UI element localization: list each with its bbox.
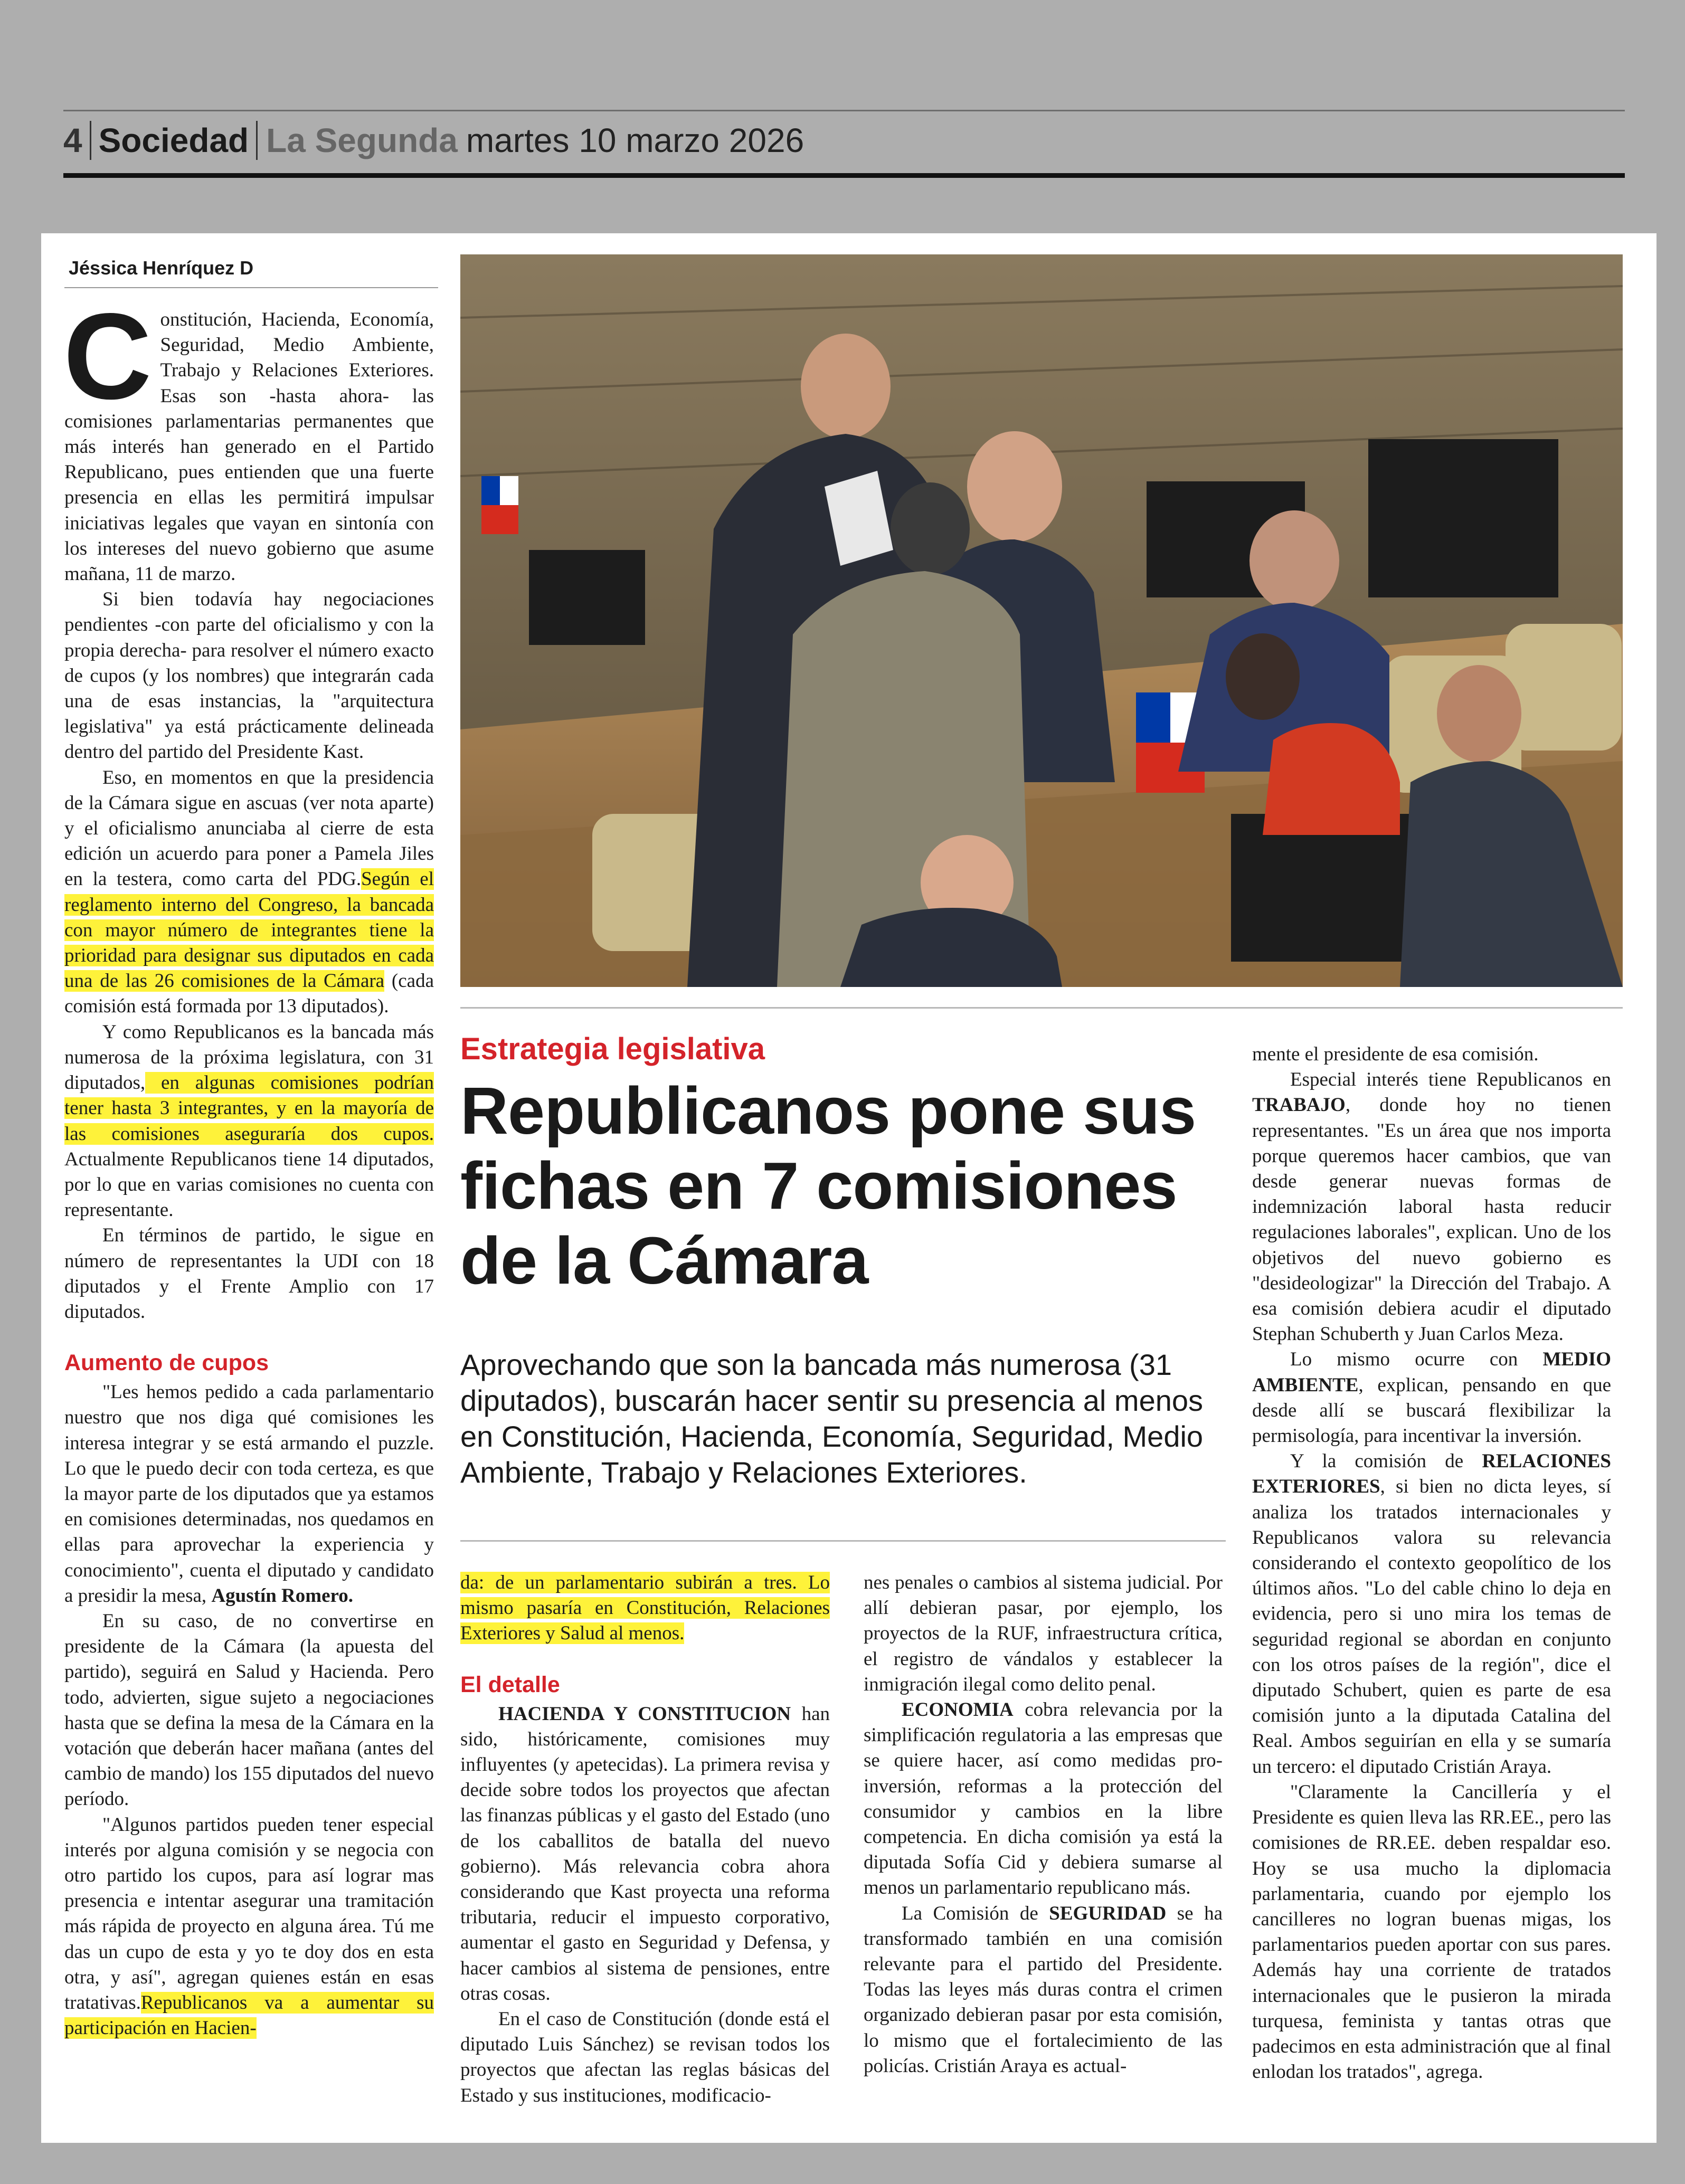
bold-keyword: HACIENDA Y CONSTITUCION (498, 1703, 791, 1725)
paragraph (64, 1380, 434, 1609)
paragraph: Si bien todavía hay negociaciones pendientes -con parte del oficialismo y con la propia derecha- para resolver el número exacto de cupos (y los nombres) que integrarán cada una de esas instancias, la "arquitectura legislativa" ya está prácticamente delineada dentro del partido del Presidente Kast. (64, 588, 434, 763)
bold-keyword: TRABAJO (1252, 1094, 1346, 1116)
article-column-3 (864, 1570, 1223, 2079)
bold-keyword: RELACIONES EXTERIORES (1252, 1450, 1611, 1498)
bold-keyword: MEDIO AMBIENTE (1252, 1349, 1611, 1396)
page-number: 4 (63, 121, 82, 159)
paragraph (864, 1697, 1223, 1901)
masthead (63, 115, 804, 166)
text-run: Lo mismo ocurre con (1290, 1349, 1543, 1371)
paragraph: En términos de partido, le sigue en número de representantes la UDI con 18 diputados y el Frente Amplio con 17 diputados. (64, 1224, 434, 1323)
highlighted-text: Republicanos va a aumentar su participación en Hacien- (64, 1992, 434, 2039)
masthead-bottom-rule (63, 173, 1625, 178)
lead-paragraph (63, 288, 434, 587)
text-run: "Les hemos pedido a cada parlamentario nuestro que nos diga qué comisiones les interesa integrar y se está armando el puzzle. Lo que le puedo decir con toda certeza, es que la mayor parte de los diputados que ya estamos en comisiones determinadas, nos quedamos en ellas para aprovechar la experiencia y conocimiento", cuenta el diputado y candidato a presidir la mesa, (64, 1381, 434, 1607)
paragraph (64, 1020, 434, 1223)
article-column-4 (1252, 1042, 1611, 2085)
lead-text: onstitución, Hacienda, Economía, Seguridad, Medio Ambiente, Trabajo y Relaciones Exteriores. Esas son -hasta ahora- las comisiones parlamentarias permanentes que más interés han generado en el Partido Republicano, pues entienden que una fuerte presencia en ellas les permitirá impulsar iniciativas legales que vayan en sintonía con los intereses del nuevo gobierno que asume mañana, 11 de marzo. (64, 309, 434, 585)
text-run: Eso, en momentos en que la presidencia de la Cámara sigue en ascuas (ver nota aparte) y el oficialismo anunciaba al cierre de esta edición un acuerdo para poner a Pamela Jiles en la testera, como carta del PDG. (64, 766, 434, 890)
text-run: (cada comisión está formada por 13 diputados). (64, 970, 434, 1018)
photo-bottom-rule (460, 1007, 1623, 1009)
bold-name: Agustín Romero. (211, 1584, 354, 1607)
photo-illustration (460, 254, 1623, 987)
byline: Jéssica Henríquez D (69, 257, 254, 279)
text-run: , explican, pensando en que desde allí se buscará flexibilizar la permisología, para incentivar la inversión. (1252, 1374, 1611, 1447)
text-run: , donde hoy no tienen representantes. "Es un área que nos importa porque queremos hacer cambios, que van desde generar nuevas formas de indemnización laboral hasta reducir regulaciones laborales", explican. Uno de los objetivos del nuevo gobierno es "desideologizar" la Dirección del Trabajo. A esa comisión debiera acudir el diputado Stephan Schuberth y Juan Carlos Meza. (1252, 1094, 1611, 1345)
paragraph: mente el presidente de esa comisión. (1252, 1043, 1539, 1065)
text-run: han sido, históricamente, comisiones muy influyentes (y apetecidas). La primera revisa y decide sobre todos los proyectos que afectan las finanzas públicas y el gasto del Estado (uno de los caballitos de batalla del nuevo gobierno). Más relevancia cobra ahora considerando que Kast proyecta una reforma tributaria, reducir el impuesto corporativo, aumentar el gasto en Seguridad y Defensa, y hacer cambios al sistema de pensiones, entre otras cosas. (460, 1703, 830, 2005)
paragraph (64, 765, 434, 1020)
kicker: Estrategia legislativa (460, 1032, 765, 1066)
paragraph (864, 1901, 1223, 2079)
deck: Aprovechando que son la bancada más numerosa (31 diputados), buscarán hacer sentir su presencia al menos en Constitución, Hacienda, Economía, Seguridad, Medio Ambiente, Trabajo y Relaciones Exteriores. (460, 1348, 1204, 1489)
subheading-el-detalle: El detalle (460, 1672, 560, 1697)
text-run: cobra relevancia por la simplificación regulatoria a las empresas que se quiere hacer, así como medidas pro-inversión, reformas a la protección del consumidor y cambios en la libre competencia. En dicha comisión ya está la diputada Sofía Cid y debiera sumarse al menos un parlamentario republicano más. (864, 1699, 1223, 1899)
text-run: La Comisión de (902, 1902, 1049, 1924)
text-run: se ha transformado también en una comisión relevante para el partido del Presidente. Todas las leyes más duras contra el crimen organizado debieran pasar por esta comisión, lo mismo que el fortalecimiento de las policías. Cristián Araya es actual- (864, 1902, 1223, 2077)
paragraph (1252, 1067, 1611, 1347)
text-run: Especial interés tiene Republicanos en (1290, 1069, 1611, 1091)
text-run: "Algunos partidos pueden tener especial interés por alguna comisión y se negocia con otro partido los cupos, para así lograr mas presencia e intentar asegurar una tramitación más rápida de proyecto en alguna área. Tú me das un cupo de esta y yo te doy dos en esta otra, y así", agregan quienes están en esas tratativas. (64, 1813, 434, 2014)
paragraph: En su caso, de no convertirse en presidente de la Cámara (la apuesta del partido), seguirá en Salud y Hacienda. Pero todo, advierten, sigue sujeto a negociaciones hasta que se defina la mesa de la Cámara en la votación que deberán hacer mañana (antes del cambio de mando) los 155 diputados del nuevo período. (64, 1610, 434, 1810)
issue-date: martes 10 marzo 2026 (466, 121, 804, 159)
section-name: Sociedad (90, 121, 258, 160)
paragraph (1252, 1449, 1611, 1780)
article-column-1 (63, 288, 434, 2041)
paragraph (460, 1702, 830, 2007)
paragraph (64, 1812, 434, 2041)
paragraph: En el caso de Constitución (donde está el diputado Luis Sánchez) se revisan todos los proyectos que afectan las reglas básicas del Estado y sus instituciones, modificacio- (460, 2008, 830, 2106)
article-column-2 (460, 1570, 830, 2109)
newspaper-name: La Segunda (266, 121, 458, 159)
text-run: Actualmente Republicanos tiene 14 diputados, por lo que en varias comisiones no cuenta con representante. (64, 1148, 434, 1221)
paragraph (460, 1570, 830, 1647)
bold-keyword: SEGURIDAD (1049, 1902, 1167, 1924)
text-run: Y la comisión de (1290, 1450, 1482, 1473)
deck-bottom-rule (460, 1540, 1226, 1542)
headline: Republicanos pone sus fichas en 7 comisiones de la Cámara (460, 1074, 1196, 1298)
highlighted-text: en algunas comisiones podrían tener hasta 3 integrantes, y en la mayoría de las comisiones aseguraría dos cupos. (64, 1072, 434, 1145)
subheading-aumento-de-cupos: Aumento de cupos (64, 1350, 269, 1376)
bold-keyword: ECONOMIA (902, 1699, 1014, 1721)
paragraph: nes penales o cambios al sistema judicial. Por allí debieran pasar, por ejemplo, los proyectos de la RUF, infraestructura crítica, el registro de vándalos y establecer la inmigración ilegal como delito penal. (864, 1572, 1223, 1695)
article-photo (460, 254, 1623, 987)
highlighted-text: Según el reglamento interno del Congreso, la bancada con mayor número de integrantes tiene la prioridad para designar sus diputados en cada una de las 26 comisiones de la Cámara (64, 868, 434, 992)
paragraph: "Claramente la Cancillería y el Presidente es quien lleva las RR.EE., pero las comisiones de RR.EE. deben respaldar eso. Hoy se usa mucho la diplomacia parlamentaria, cuando por ejemplo los cancilleres no logran buenas migas, los parlamentarios pueden aportar con sus pares. Además hay una corriente de tratados internacionales que le pusieron la mirada turquesa, feminista y tantas otras que padecimos en esta administración que al final enlodan los tratados", agrega. (1252, 1781, 1611, 2083)
drop-cap: C (63, 288, 152, 425)
paragraph (1252, 1347, 1611, 1449)
text-run: , si bien no dicta leyes, sí analiza los tratados internacionales y Republicanos valora su relevancia considerando el contexto geopolítico de los últimos años. "Lo del cable chino lo deja en evidencia, pero si uno mira los temas de seguridad regional se abordan en conjunto con los otros países de la región", dice el diputado Schubert, quien es parte de esa comisión junto a la diputada Catalina del Real. Ambos seguirían en ella y se sumaría un tercero: el diputado Cristián Araya. (1252, 1476, 1611, 1778)
masthead-top-rule (63, 110, 1625, 111)
highlighted-text: da: de un parlamentario subirán a tres. Lo mismo pasaría en Constitución, Relaciones Exteriores y Salud al menos. (460, 1572, 830, 1645)
text-run: Y como Republicanos es la bancada más numerosa de la próxima legislatura, con 31 diputados, (64, 1021, 434, 1094)
